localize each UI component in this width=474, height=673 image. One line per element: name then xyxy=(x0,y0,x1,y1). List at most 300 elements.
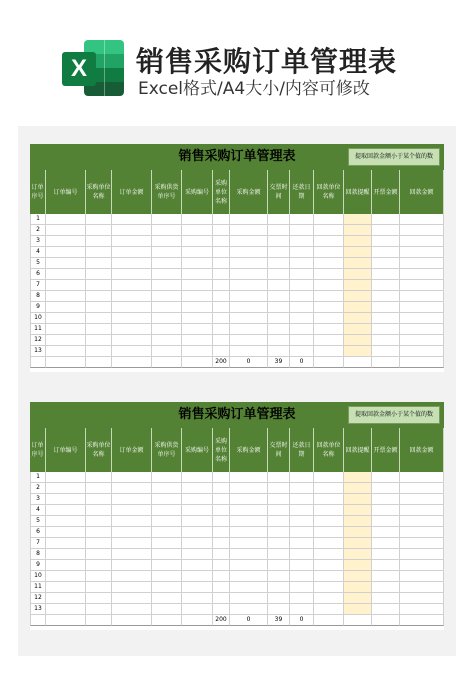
table-cell[interactable] xyxy=(344,494,372,505)
table-cell[interactable] xyxy=(152,302,182,313)
table-cell[interactable] xyxy=(152,538,182,549)
table-cell[interactable] xyxy=(400,505,444,516)
table-cell[interactable] xyxy=(112,593,152,604)
total-cell[interactable]: 200 xyxy=(213,615,230,626)
table-cell[interactable] xyxy=(314,247,344,258)
table-cell[interactable] xyxy=(290,280,314,291)
table-cell[interactable] xyxy=(314,582,344,593)
column-header[interactable]: 回款金额 xyxy=(400,428,444,472)
table-cell[interactable] xyxy=(372,582,400,593)
table-cell[interactable] xyxy=(400,538,444,549)
table-cell[interactable] xyxy=(344,582,372,593)
table-cell[interactable] xyxy=(344,483,372,494)
total-cell[interactable] xyxy=(372,357,400,368)
table-cell[interactable] xyxy=(372,291,400,302)
table-cell[interactable] xyxy=(400,494,444,505)
table-cell[interactable] xyxy=(152,483,182,494)
column-header[interactable]: 回款单位名称 xyxy=(314,428,344,472)
row-number-cell[interactable]: 10 xyxy=(30,313,46,324)
table-cell[interactable] xyxy=(86,225,112,236)
table-cell[interactable] xyxy=(86,604,112,615)
table-cell[interactable] xyxy=(372,571,400,582)
row-number-cell[interactable]: 9 xyxy=(30,302,46,313)
table-cell[interactable] xyxy=(46,604,86,615)
table-cell[interactable] xyxy=(230,571,268,582)
total-cell[interactable] xyxy=(182,357,213,368)
table-cell[interactable] xyxy=(182,324,213,335)
table-cell[interactable] xyxy=(86,516,112,527)
total-cell[interactable] xyxy=(46,357,86,368)
total-cell[interactable] xyxy=(152,615,182,626)
table-cell[interactable] xyxy=(314,291,344,302)
table-cell[interactable] xyxy=(400,346,444,357)
column-header[interactable]: 订单编号 xyxy=(46,170,86,214)
table-cell[interactable] xyxy=(400,324,444,335)
table-cell[interactable] xyxy=(46,472,86,483)
table-cell[interactable] xyxy=(182,472,213,483)
table-cell[interactable] xyxy=(213,225,230,236)
table-cell[interactable] xyxy=(182,483,213,494)
table-cell[interactable] xyxy=(290,258,314,269)
table-cell[interactable] xyxy=(213,472,230,483)
table-cell[interactable] xyxy=(112,291,152,302)
table-cell[interactable] xyxy=(230,247,268,258)
table-cell[interactable] xyxy=(213,538,230,549)
table-cell[interactable] xyxy=(268,516,290,527)
column-header[interactable]: 开票金额 xyxy=(372,428,400,472)
table-cell[interactable] xyxy=(230,302,268,313)
table-cell[interactable] xyxy=(268,593,290,604)
table-cell[interactable] xyxy=(213,516,230,527)
column-header[interactable]: 回款单位名称 xyxy=(314,170,344,214)
table-cell[interactable] xyxy=(152,527,182,538)
table-cell[interactable] xyxy=(86,302,112,313)
total-cell[interactable]: 0 xyxy=(290,357,314,368)
table-cell[interactable] xyxy=(152,324,182,335)
table-cell[interactable] xyxy=(268,494,290,505)
table-cell[interactable] xyxy=(46,258,86,269)
table-cell[interactable] xyxy=(344,236,372,247)
table-cell[interactable] xyxy=(182,280,213,291)
table-cell[interactable] xyxy=(372,258,400,269)
table-cell[interactable] xyxy=(230,527,268,538)
table-cell[interactable] xyxy=(182,346,213,357)
table-cell[interactable] xyxy=(213,483,230,494)
table-cell[interactable] xyxy=(268,483,290,494)
table-cell[interactable] xyxy=(46,346,86,357)
table-cell[interactable] xyxy=(213,582,230,593)
table-cell[interactable] xyxy=(112,483,152,494)
table-cell[interactable] xyxy=(112,236,152,247)
table-cell[interactable] xyxy=(230,538,268,549)
table-cell[interactable] xyxy=(46,236,86,247)
table-cell[interactable] xyxy=(152,593,182,604)
table-cell[interactable] xyxy=(182,527,213,538)
row-number-cell[interactable]: 8 xyxy=(30,549,46,560)
table-cell[interactable] xyxy=(152,269,182,280)
table-cell[interactable] xyxy=(213,549,230,560)
table-cell[interactable] xyxy=(344,269,372,280)
table-cell[interactable] xyxy=(112,214,152,225)
total-cell[interactable] xyxy=(112,357,152,368)
table-cell[interactable] xyxy=(290,483,314,494)
table-cell[interactable] xyxy=(344,335,372,346)
row-number-cell[interactable]: 6 xyxy=(30,527,46,538)
table-cell[interactable] xyxy=(400,236,444,247)
table-cell[interactable] xyxy=(182,335,213,346)
table-cell[interactable] xyxy=(400,247,444,258)
table-cell[interactable] xyxy=(344,604,372,615)
table-cell[interactable] xyxy=(290,549,314,560)
table-cell[interactable] xyxy=(290,472,314,483)
table-cell[interactable] xyxy=(268,560,290,571)
table-cell[interactable] xyxy=(400,593,444,604)
total-cell[interactable] xyxy=(314,615,344,626)
table-cell[interactable] xyxy=(372,324,400,335)
table-cell[interactable] xyxy=(344,258,372,269)
column-header[interactable]: 采购金额 xyxy=(230,170,268,214)
column-header[interactable]: 订单编号 xyxy=(46,428,86,472)
table-cell[interactable] xyxy=(152,494,182,505)
table-cell[interactable] xyxy=(46,483,86,494)
table-cell[interactable] xyxy=(213,247,230,258)
column-header[interactable]: 交票时间 xyxy=(268,428,290,472)
row-number-cell[interactable]: 2 xyxy=(30,483,46,494)
table-cell[interactable] xyxy=(152,549,182,560)
table-cell[interactable] xyxy=(112,560,152,571)
total-cell[interactable] xyxy=(30,615,46,626)
table-cell[interactable] xyxy=(314,505,344,516)
table-cell[interactable] xyxy=(230,258,268,269)
row-number-cell[interactable]: 12 xyxy=(30,335,46,346)
table-cell[interactable] xyxy=(290,516,314,527)
table-cell[interactable] xyxy=(86,236,112,247)
table-cell[interactable] xyxy=(86,527,112,538)
table-cell[interactable] xyxy=(46,527,86,538)
table-cell[interactable] xyxy=(372,527,400,538)
table-cell[interactable] xyxy=(86,258,112,269)
table-cell[interactable] xyxy=(152,236,182,247)
total-cell[interactable] xyxy=(400,357,444,368)
table-cell[interactable] xyxy=(290,335,314,346)
column-header[interactable]: 采购编号 xyxy=(182,428,213,472)
total-cell[interactable] xyxy=(152,357,182,368)
table-cell[interactable] xyxy=(268,258,290,269)
table-cell[interactable] xyxy=(268,582,290,593)
table-cell[interactable] xyxy=(400,516,444,527)
table-cell[interactable] xyxy=(400,280,444,291)
table-cell[interactable] xyxy=(268,302,290,313)
table-cell[interactable] xyxy=(152,335,182,346)
table-cell[interactable] xyxy=(314,472,344,483)
table-cell[interactable] xyxy=(86,472,112,483)
table-cell[interactable] xyxy=(182,247,213,258)
table-cell[interactable] xyxy=(372,346,400,357)
table-cell[interactable] xyxy=(46,538,86,549)
table-cell[interactable] xyxy=(112,527,152,538)
table-cell[interactable] xyxy=(86,335,112,346)
table-cell[interactable] xyxy=(230,280,268,291)
table-cell[interactable] xyxy=(86,593,112,604)
table-cell[interactable] xyxy=(182,571,213,582)
table-cell[interactable] xyxy=(230,505,268,516)
table-cell[interactable] xyxy=(372,280,400,291)
table-cell[interactable] xyxy=(86,291,112,302)
table-cell[interactable] xyxy=(152,214,182,225)
table-cell[interactable] xyxy=(290,236,314,247)
row-number-cell[interactable]: 2 xyxy=(30,225,46,236)
column-header[interactable]: 订单序号 xyxy=(30,428,46,472)
table-cell[interactable] xyxy=(372,538,400,549)
table-cell[interactable] xyxy=(112,313,152,324)
table-cell[interactable] xyxy=(86,269,112,280)
table-cell[interactable] xyxy=(182,593,213,604)
table-cell[interactable] xyxy=(230,324,268,335)
table-cell[interactable] xyxy=(344,280,372,291)
table-cell[interactable] xyxy=(152,560,182,571)
row-number-cell[interactable]: 7 xyxy=(30,538,46,549)
table-cell[interactable] xyxy=(372,225,400,236)
table-cell[interactable] xyxy=(112,335,152,346)
table-cell[interactable] xyxy=(213,280,230,291)
table-cell[interactable] xyxy=(46,214,86,225)
row-number-cell[interactable]: 10 xyxy=(30,571,46,582)
table-cell[interactable] xyxy=(182,549,213,560)
table-cell[interactable] xyxy=(314,494,344,505)
table-cell[interactable] xyxy=(86,346,112,357)
table-cell[interactable] xyxy=(112,247,152,258)
table-cell[interactable] xyxy=(182,582,213,593)
table-cell[interactable] xyxy=(268,604,290,615)
table-cell[interactable] xyxy=(182,560,213,571)
table-cell[interactable] xyxy=(46,560,86,571)
table-cell[interactable] xyxy=(230,483,268,494)
total-cell[interactable] xyxy=(314,357,344,368)
table-cell[interactable] xyxy=(268,472,290,483)
table-cell[interactable] xyxy=(314,280,344,291)
table-cell[interactable] xyxy=(268,313,290,324)
table-cell[interactable] xyxy=(213,346,230,357)
table-cell[interactable] xyxy=(230,472,268,483)
table-cell[interactable] xyxy=(314,604,344,615)
table-cell[interactable] xyxy=(372,302,400,313)
table-cell[interactable] xyxy=(400,225,444,236)
table-cell[interactable] xyxy=(372,269,400,280)
table-cell[interactable] xyxy=(372,236,400,247)
table-cell[interactable] xyxy=(314,483,344,494)
table-cell[interactable] xyxy=(344,291,372,302)
table-cell[interactable] xyxy=(268,324,290,335)
table-cell[interactable] xyxy=(112,604,152,615)
table-cell[interactable] xyxy=(152,313,182,324)
table-cell[interactable] xyxy=(182,236,213,247)
table-cell[interactable] xyxy=(86,247,112,258)
table-cell[interactable] xyxy=(268,269,290,280)
table-cell[interactable] xyxy=(112,538,152,549)
table-cell[interactable] xyxy=(290,582,314,593)
table-cell[interactable] xyxy=(344,538,372,549)
table-cell[interactable] xyxy=(268,225,290,236)
row-number-cell[interactable]: 7 xyxy=(30,280,46,291)
table-cell[interactable] xyxy=(112,516,152,527)
total-cell[interactable]: 0 xyxy=(290,615,314,626)
total-cell[interactable]: 200 xyxy=(213,357,230,368)
table-cell[interactable] xyxy=(213,313,230,324)
table-cell[interactable] xyxy=(112,472,152,483)
table-cell[interactable] xyxy=(46,269,86,280)
table-cell[interactable] xyxy=(86,505,112,516)
table-cell[interactable] xyxy=(290,505,314,516)
table-cell[interactable] xyxy=(182,516,213,527)
extract-payment-button[interactable]: 提取回款金额小于某个值的数 xyxy=(348,148,440,166)
table-cell[interactable] xyxy=(290,247,314,258)
table-cell[interactable] xyxy=(344,571,372,582)
table-cell[interactable] xyxy=(46,225,86,236)
column-header[interactable]: 还款日期 xyxy=(290,428,314,472)
table-cell[interactable] xyxy=(46,324,86,335)
table-cell[interactable] xyxy=(372,604,400,615)
total-cell[interactable]: 39 xyxy=(268,615,290,626)
table-cell[interactable] xyxy=(230,214,268,225)
table-cell[interactable] xyxy=(182,494,213,505)
table-cell[interactable] xyxy=(46,302,86,313)
row-number-cell[interactable]: 9 xyxy=(30,560,46,571)
table-cell[interactable] xyxy=(344,527,372,538)
table-cell[interactable] xyxy=(268,214,290,225)
table-cell[interactable] xyxy=(314,313,344,324)
table-cell[interactable] xyxy=(230,335,268,346)
table-cell[interactable] xyxy=(400,214,444,225)
table-cell[interactable] xyxy=(112,346,152,357)
column-header[interactable]: 回款提醒 xyxy=(344,170,372,214)
table-cell[interactable] xyxy=(112,280,152,291)
total-cell[interactable] xyxy=(344,615,372,626)
table-cell[interactable] xyxy=(46,516,86,527)
table-cell[interactable] xyxy=(46,549,86,560)
row-number-cell[interactable]: 3 xyxy=(30,494,46,505)
table-cell[interactable] xyxy=(86,538,112,549)
table-cell[interactable] xyxy=(86,324,112,335)
table-cell[interactable] xyxy=(400,604,444,615)
table-cell[interactable] xyxy=(230,269,268,280)
column-header[interactable]: 订单序号 xyxy=(30,170,46,214)
table-cell[interactable] xyxy=(230,516,268,527)
table-cell[interactable] xyxy=(86,483,112,494)
table-cell[interactable] xyxy=(46,593,86,604)
table-cell[interactable] xyxy=(314,324,344,335)
table-cell[interactable] xyxy=(400,269,444,280)
table-cell[interactable] xyxy=(230,236,268,247)
table-cell[interactable] xyxy=(86,313,112,324)
table-cell[interactable] xyxy=(213,214,230,225)
table-cell[interactable] xyxy=(344,313,372,324)
table-cell[interactable] xyxy=(400,483,444,494)
table-cell[interactable] xyxy=(182,302,213,313)
table-cell[interactable] xyxy=(314,269,344,280)
row-number-cell[interactable]: 4 xyxy=(30,505,46,516)
table-cell[interactable] xyxy=(213,269,230,280)
table-cell[interactable] xyxy=(152,258,182,269)
total-cell[interactable]: 39 xyxy=(268,357,290,368)
table-cell[interactable] xyxy=(268,335,290,346)
table-cell[interactable] xyxy=(46,582,86,593)
table-cell[interactable] xyxy=(213,302,230,313)
table-cell[interactable] xyxy=(290,324,314,335)
table-cell[interactable] xyxy=(112,571,152,582)
column-header[interactable]: 采购供货单序号 xyxy=(152,428,182,472)
table-cell[interactable] xyxy=(112,549,152,560)
table-cell[interactable] xyxy=(314,571,344,582)
table-cell[interactable] xyxy=(46,280,86,291)
extract-payment-button[interactable]: 提取回款金额小于某个值的数 xyxy=(348,406,440,424)
table-cell[interactable] xyxy=(213,560,230,571)
column-header[interactable]: 还款日期 xyxy=(290,170,314,214)
table-cell[interactable] xyxy=(372,549,400,560)
table-cell[interactable] xyxy=(152,225,182,236)
table-cell[interactable] xyxy=(230,560,268,571)
table-cell[interactable] xyxy=(152,582,182,593)
table-cell[interactable] xyxy=(46,335,86,346)
table-cell[interactable] xyxy=(213,258,230,269)
table-cell[interactable] xyxy=(112,505,152,516)
row-number-cell[interactable]: 8 xyxy=(30,291,46,302)
row-number-cell[interactable]: 3 xyxy=(30,236,46,247)
table-cell[interactable] xyxy=(46,505,86,516)
column-header[interactable]: 采购单位名称 xyxy=(213,170,230,214)
table-cell[interactable] xyxy=(290,527,314,538)
table-cell[interactable] xyxy=(86,571,112,582)
row-number-cell[interactable]: 1 xyxy=(30,472,46,483)
column-header[interactable]: 订单金额 xyxy=(112,170,152,214)
table-cell[interactable] xyxy=(400,472,444,483)
table-cell[interactable] xyxy=(152,346,182,357)
table-cell[interactable] xyxy=(182,604,213,615)
table-cell[interactable] xyxy=(314,346,344,357)
table-cell[interactable] xyxy=(152,571,182,582)
row-number-cell[interactable]: 11 xyxy=(30,324,46,335)
column-header[interactable]: 采购编号 xyxy=(182,170,213,214)
table-cell[interactable] xyxy=(372,494,400,505)
table-cell[interactable] xyxy=(344,247,372,258)
table-cell[interactable] xyxy=(230,313,268,324)
table-cell[interactable] xyxy=(290,571,314,582)
table-cell[interactable] xyxy=(152,247,182,258)
row-number-cell[interactable]: 13 xyxy=(30,346,46,357)
table-cell[interactable] xyxy=(290,604,314,615)
row-number-cell[interactable]: 5 xyxy=(30,258,46,269)
table-cell[interactable] xyxy=(152,505,182,516)
table-cell[interactable] xyxy=(268,291,290,302)
table-cell[interactable] xyxy=(344,505,372,516)
table-cell[interactable] xyxy=(230,291,268,302)
column-header[interactable]: 回款金额 xyxy=(400,170,444,214)
table-cell[interactable] xyxy=(112,302,152,313)
table-cell[interactable] xyxy=(290,291,314,302)
table-cell[interactable] xyxy=(400,560,444,571)
table-cell[interactable] xyxy=(46,494,86,505)
table-cell[interactable] xyxy=(344,593,372,604)
table-cell[interactable] xyxy=(314,225,344,236)
table-cell[interactable] xyxy=(290,269,314,280)
total-cell[interactable]: 0 xyxy=(230,357,268,368)
table-cell[interactable] xyxy=(290,214,314,225)
table-cell[interactable] xyxy=(213,236,230,247)
table-cell[interactable] xyxy=(213,335,230,346)
table-cell[interactable] xyxy=(290,538,314,549)
table-cell[interactable] xyxy=(372,472,400,483)
table-cell[interactable] xyxy=(268,527,290,538)
table-cell[interactable] xyxy=(213,494,230,505)
